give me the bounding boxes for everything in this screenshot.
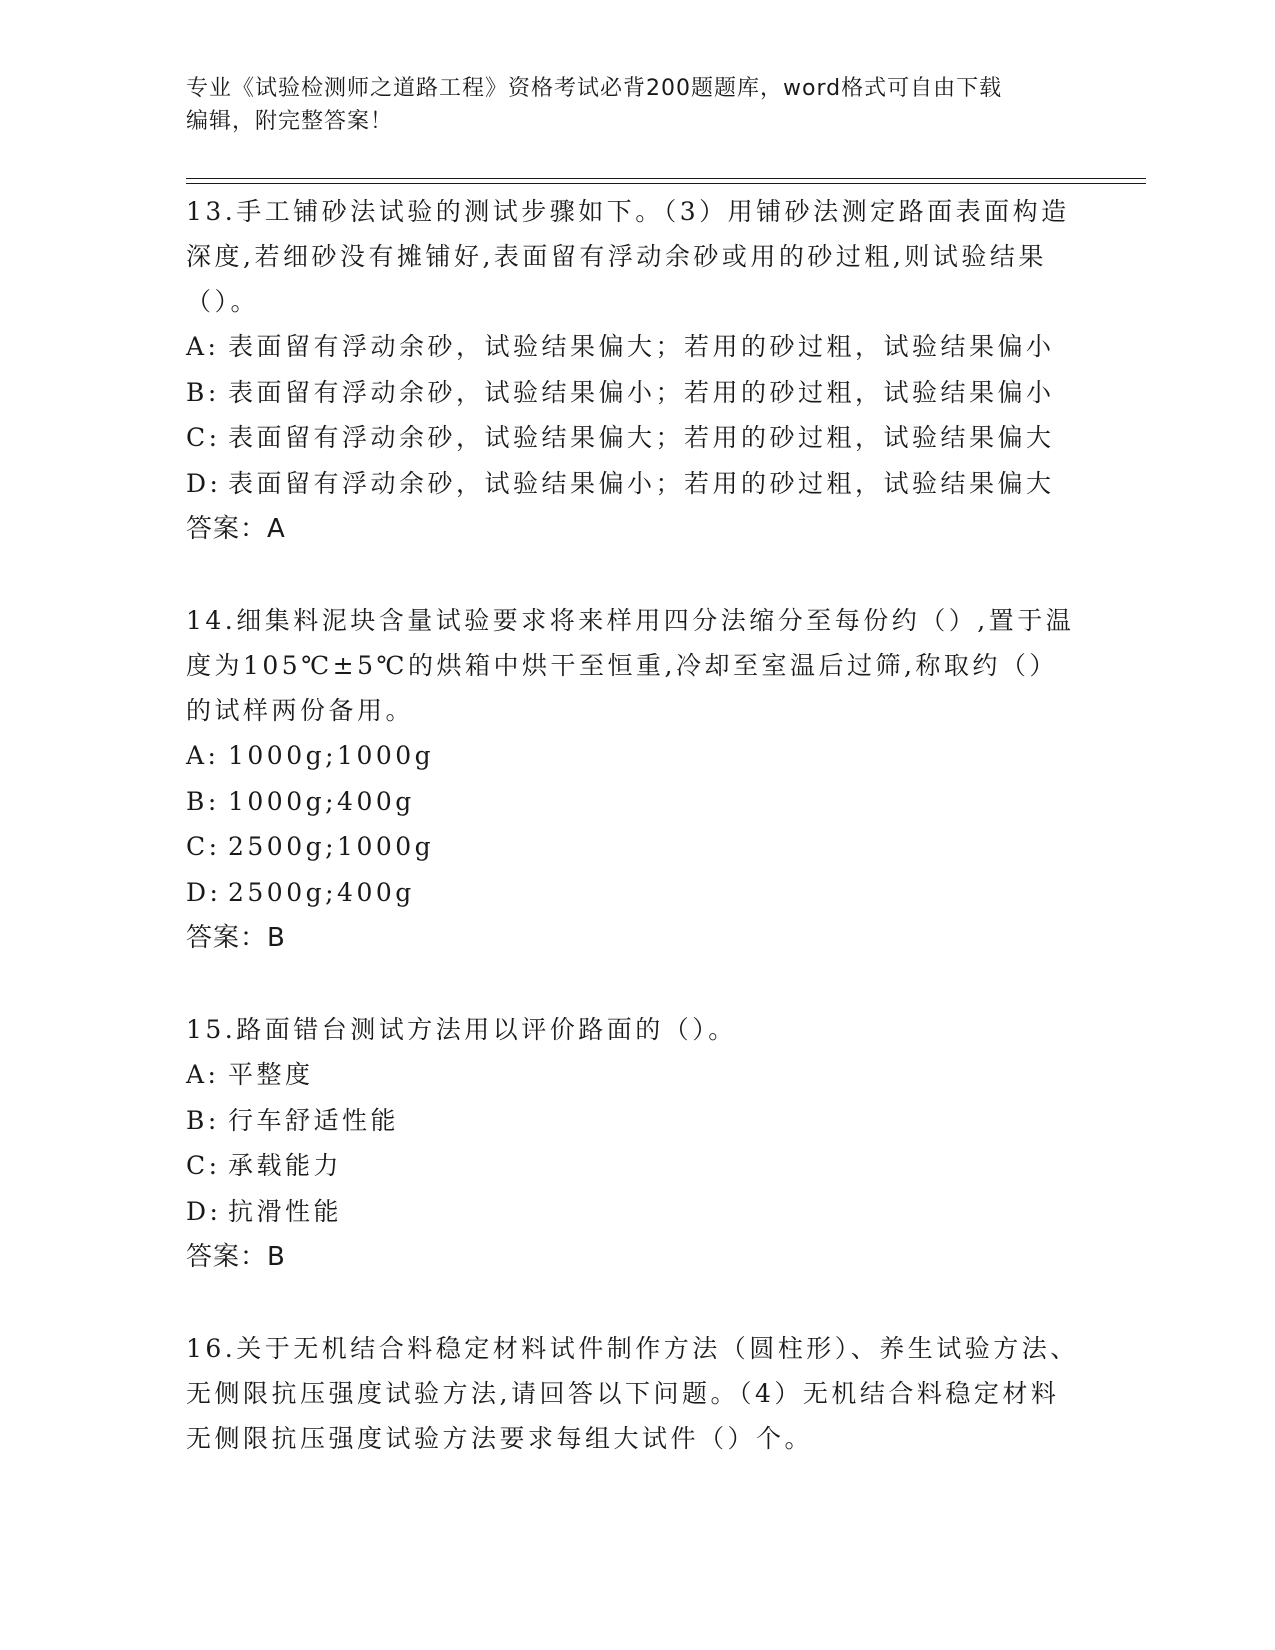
option-text: 承载能力 — [228, 1151, 343, 1180]
option-text: 表面留有浮动余砂，试验结果偏大；若用的砂过粗，试验结果偏大 — [228, 423, 1055, 452]
question-list — [186, 189, 1086, 1507]
option-d — [186, 870, 1086, 916]
question-14 — [186, 598, 1086, 961]
header-divider-top — [186, 178, 1146, 179]
answer-line: 答案：B — [186, 923, 286, 953]
option-key: A: — [186, 332, 220, 361]
answer-line: 答案：B — [186, 1242, 286, 1272]
option-c — [186, 1143, 1086, 1189]
option-b — [186, 370, 1086, 416]
option-c — [186, 415, 1086, 461]
option-key: B: — [186, 377, 220, 407]
option-text: 平整度 — [228, 1060, 314, 1089]
option-key: B: — [186, 1105, 220, 1135]
option-key: C: — [186, 423, 221, 452]
option-text: 抗滑性能 — [228, 1196, 343, 1226]
header-line-2: 编辑，附完整答案！ — [186, 109, 394, 134]
option-key: A: — [186, 1060, 220, 1089]
option-text: 1000g;400g — [228, 786, 415, 816]
answer-line: 答案：A — [186, 514, 286, 544]
option-key: A: — [186, 741, 220, 770]
question-13 — [186, 189, 1086, 552]
question-stem: 16.关于无机结合料稳定材料试件制作方法（圆柱形）、养生试验方法、无侧限抗压强度试验方法,请回答以下问题。（4）无机结合料稳定材料无侧限抗压强度试验方法要求每组大试件（）个。 — [186, 1334, 1079, 1453]
question-stem: 15.路面错台测试方法用以评价路面的（）。 — [186, 1015, 737, 1044]
option-a — [186, 733, 1086, 779]
option-text: 1000g;1000g — [228, 741, 435, 770]
option-key: C: — [186, 1151, 221, 1180]
option-text: 表面留有浮动余砂，试验结果偏小；若用的砂过粗，试验结果偏大 — [228, 468, 1055, 498]
document-header — [186, 72, 1066, 138]
option-key: C: — [186, 832, 221, 861]
option-a — [186, 324, 1086, 370]
question-stem: 13.手工铺砂法试验的测试步骤如下。（3）用铺砂法测定路面表面构造深度,若细砂没有摊铺好,表面留有浮动余砂或用的砂过粗,则试验结果（）。 — [186, 197, 1070, 316]
option-a — [186, 1052, 1086, 1098]
question-stem: 14.细集料泥块含量试验要求将来样用四分法缩分至每份约（）,置于温度为105℃±5℃的烘箱中烘干至恒重,冷却至室温后过筛,称取约（）的试样两份备用。 — [186, 606, 1075, 725]
header-divider-bottom — [186, 183, 1146, 184]
option-c — [186, 824, 1086, 870]
option-text: 2500g;400g — [228, 877, 415, 907]
option-b — [186, 1098, 1086, 1144]
option-d — [186, 461, 1086, 507]
option-text: 表面留有浮动余砂，试验结果偏小；若用的砂过粗，试验结果偏小 — [228, 377, 1055, 407]
option-key: D: — [186, 877, 222, 907]
question-15 — [186, 1007, 1086, 1280]
option-d — [186, 1189, 1086, 1235]
option-text: 行车舒适性能 — [228, 1105, 400, 1135]
header-line-1: 专业《试验检测师之道路工程》资格考试必背200题题库，word格式可自由下载 — [186, 76, 1003, 101]
option-b — [186, 779, 1086, 825]
option-text: 2500g;1000g — [228, 832, 435, 861]
option-text: 表面留有浮动余砂，试验结果偏大；若用的砂过粗，试验结果偏小 — [228, 332, 1055, 361]
option-key: B: — [186, 786, 220, 816]
option-key: D: — [186, 1196, 222, 1226]
option-key: D: — [186, 468, 222, 498]
question-16 — [186, 1326, 1086, 1461]
